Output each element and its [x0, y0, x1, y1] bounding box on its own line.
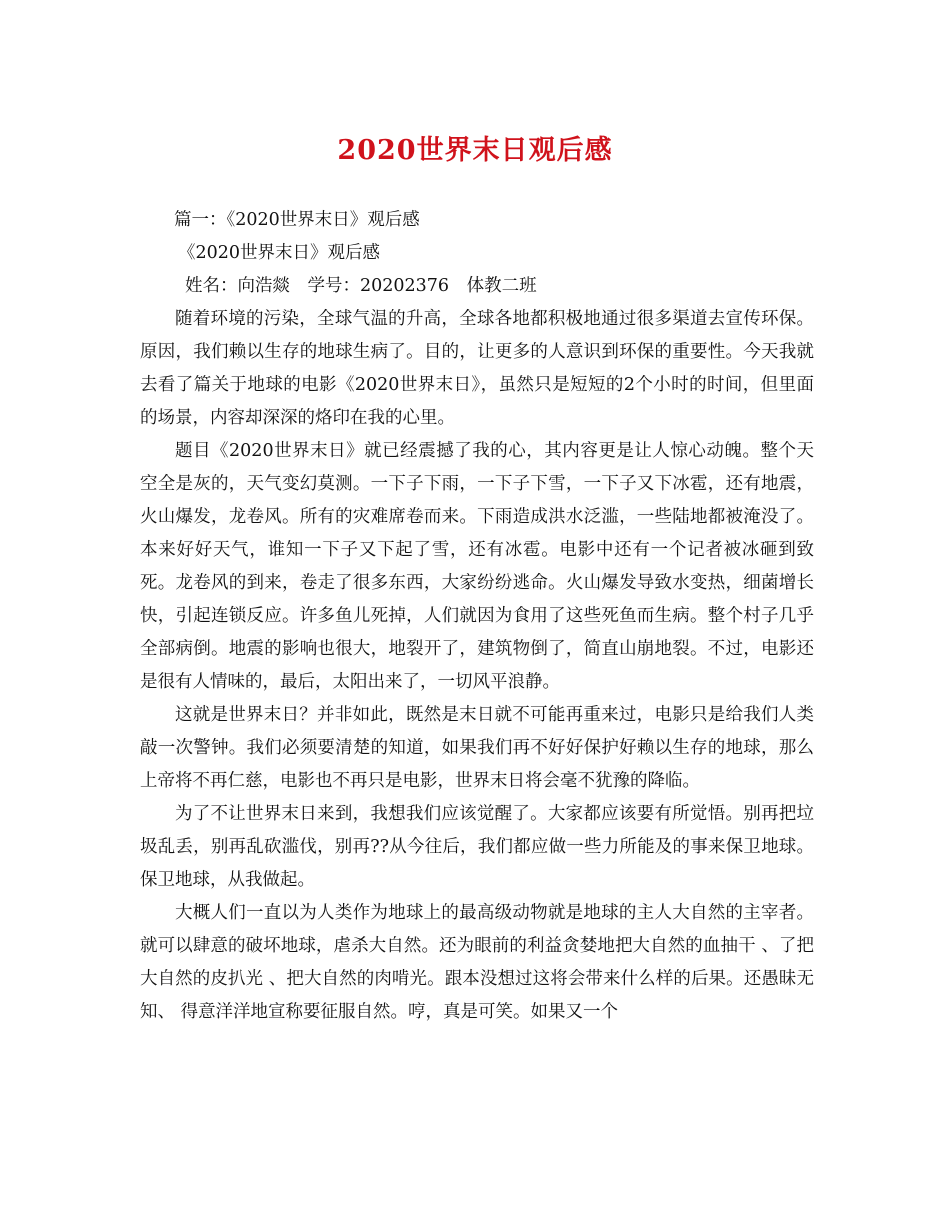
paragraph: 为了不让世界末日来到，我想我们应该觉醒了。大家都应该要有所觉悟。别再把垃圾乱丢，别再乱砍滥伐，别再??从今往后，我们都应做一些力所能及的事来保卫地球。保卫地球，从我做起。 — [140, 804, 814, 890]
author-info: 姓名：向浩燚 学号：20202376 体教二班 — [185, 276, 537, 296]
chapter-heading: 篇一：《2020世界末日》观后感 — [174, 210, 420, 230]
document-body — [140, 204, 814, 1029]
paragraph: 这就是世界末日？并非如此，既然是末日就不可能再重来过，电影只是给我们人类敲一次警钟。我们必须要清楚的知道，如果我们再不好好保护好赖以生存的地球，那么上帝将不再仁慈，电影也不再只是电影，世界末日将会毫不犹豫的降临。 — [140, 705, 814, 791]
article-title: 《2020世界末日》观后感 — [178, 243, 381, 263]
paragraph: 题目《2020世界末日》就已经震撼了我的心，其内容更是让人惊心动魄。整个天空全是灰的，天气变幻莫测。一下子下雨，一下子下雪，一下子又下冰雹，还有地震，火山爆发，龙卷风。所有的灾难席卷而来。下雨造成洪水泛滥，一些陆地都被淹没了。本来好好天气，谁知一下子又下起了雪，还有冰雹。电影中还有一个记者被冰砸到致死。龙卷风的到来，卷走了很多东西，大家纷纷逃命。火山爆发导致水变热，细菌增长快，引起连锁反应。许多鱼儿死掉，人们就因为食用了这些死鱼而生病。整个村子几乎全部病倒。地震的影响也很大，地裂开了，建筑物倒了，简直山崩地裂。不过，电影还是很有人情味的，最后，太阳出来了，一切风平浪静。 — [140, 441, 814, 692]
document-title: 2020世界末日观后感 — [337, 135, 613, 166]
paragraph: 随着环境的污染，全球气温的升高，全球各地都积极地通过很多渠道去宣传环保。原因，我们赖以生存的地球生病了。目的，让更多的人意识到环保的重要性。今天我就去看了篇关于地球的电影《2020世界末日》，虽然只是短短的2个小时的时间，但里面的场景，内容却深深的烙印在我的心里。 — [140, 309, 814, 428]
paragraph: 大概人们一直以为人类作为地球上的最高级动物就是地球的主人大自然的主宰者。就可以肆意的破坏地球，虐杀大自然。还为眼前的利益贪婪地把大自然的血抽干 、了把大自然的皮扒光 、把大自然的肉啃光。跟本没想过这将会带来什么样的后果。还愚昧无知、 得意洋洋地宣称要征服自然。哼，真是可笑。如果又一个 — [140, 903, 814, 1022]
